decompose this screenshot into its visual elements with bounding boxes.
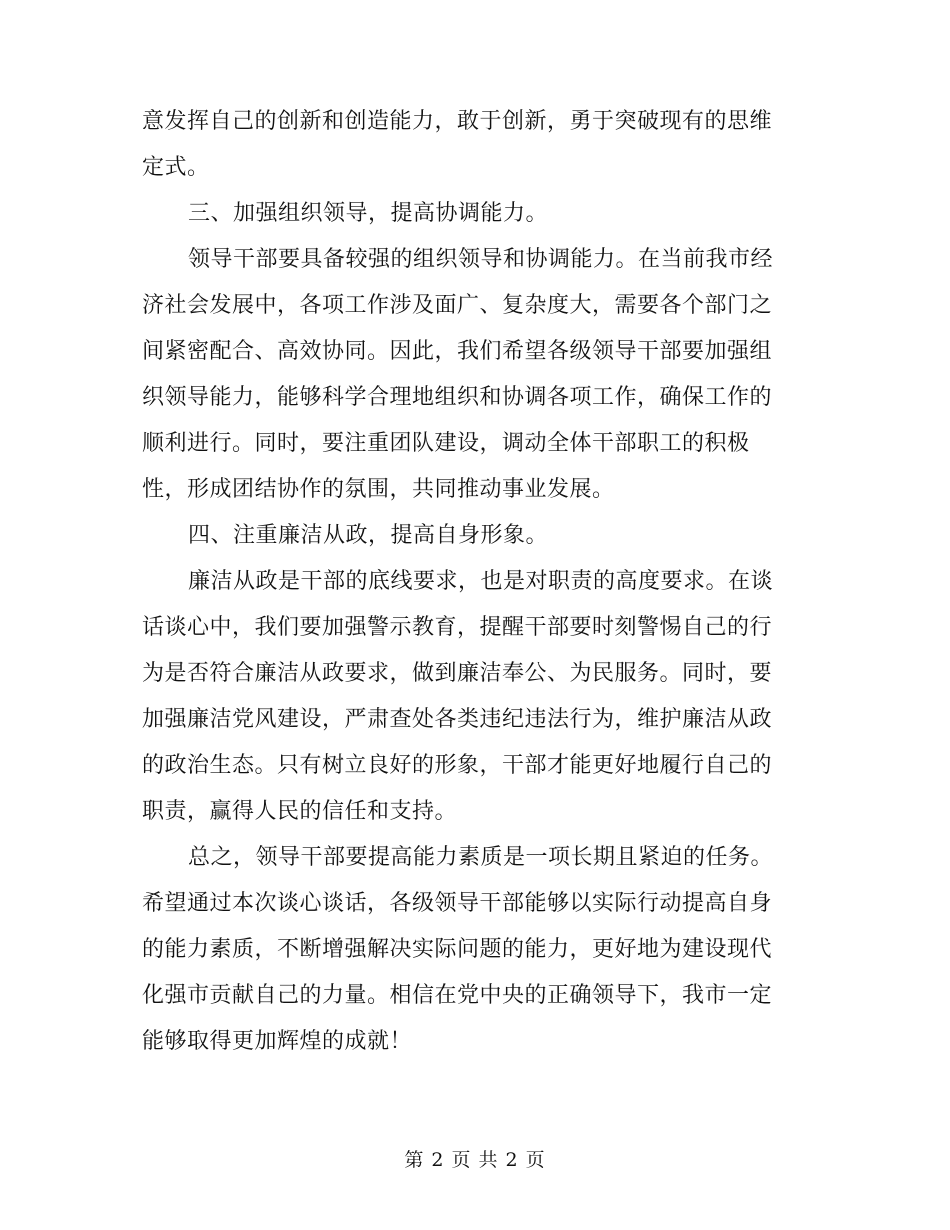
page-footer	[0, 1145, 950, 1175]
text-line: 能够取得更加辉煌的成就！	[142, 1029, 413, 1054]
text-line: 领导干部要具备较强的组织领导和协调能力。在当前我市经	[188, 247, 774, 272]
section-heading: 三、加强组织领导，提高协调能力。	[188, 201, 549, 226]
text-line: 化强市贡献自己的力量。相信在党中央的正确领导下，我市一定	[142, 983, 773, 1008]
text-line: 的能力素质，不断增强解决实际问题的能力，更好地为建设现代	[142, 937, 773, 962]
text-line: 间紧密配合、高效协同。因此，我们希望各级领导干部要加强组	[142, 339, 773, 364]
text-line: 的政治生态。只有树立良好的形象，干部才能更好地履行自己的	[142, 753, 773, 778]
text-line: 希望通过本次谈心谈话，各级领导干部能够以实际行动提高自身	[142, 891, 773, 916]
text-line: 加强廉洁党风建设，严肃查处各类违纪违法行为，维护廉洁从政	[142, 707, 773, 732]
text-line: 意发挥自己的创新和创造能力，敢于创新，勇于突破现有的思维	[142, 109, 773, 134]
text-line: 总之，领导干部要提高能力素质是一项长期且紧迫的任务。	[188, 845, 774, 870]
text-line: 廉洁从政是干部的底线要求，也是对职责的高度要求。在谈	[188, 569, 774, 594]
text-line: 话谈心中，我们要加强警示教育，提醒干部要时刻警惕自己的行	[142, 615, 773, 640]
text-line: 顺利进行。同时，要注重团队建设，调动全体干部职工的积极	[142, 431, 750, 456]
text-line: 为是否符合廉洁从政要求，做到廉洁奉公、为民服务。同时，要	[142, 661, 773, 686]
text-line: 职责，赢得人民的信任和支持。	[142, 799, 458, 824]
page-number-label: 第 2 页 共 2 页	[404, 1149, 546, 1171]
section-heading: 四、注重廉洁从政，提高自身形象。	[188, 523, 549, 548]
text-line: 济社会发展中，各项工作涉及面广、复杂度大，需要各个部门之	[142, 293, 773, 318]
text-line: 性，形成团结协作的氛围，共同推动事业发展。	[142, 477, 615, 502]
text-line: 织领导能力，能够科学合理地组织和协调各项工作，确保工作的	[142, 385, 773, 410]
document-body	[142, 99, 808, 1065]
text-line: 定式。	[142, 155, 210, 180]
